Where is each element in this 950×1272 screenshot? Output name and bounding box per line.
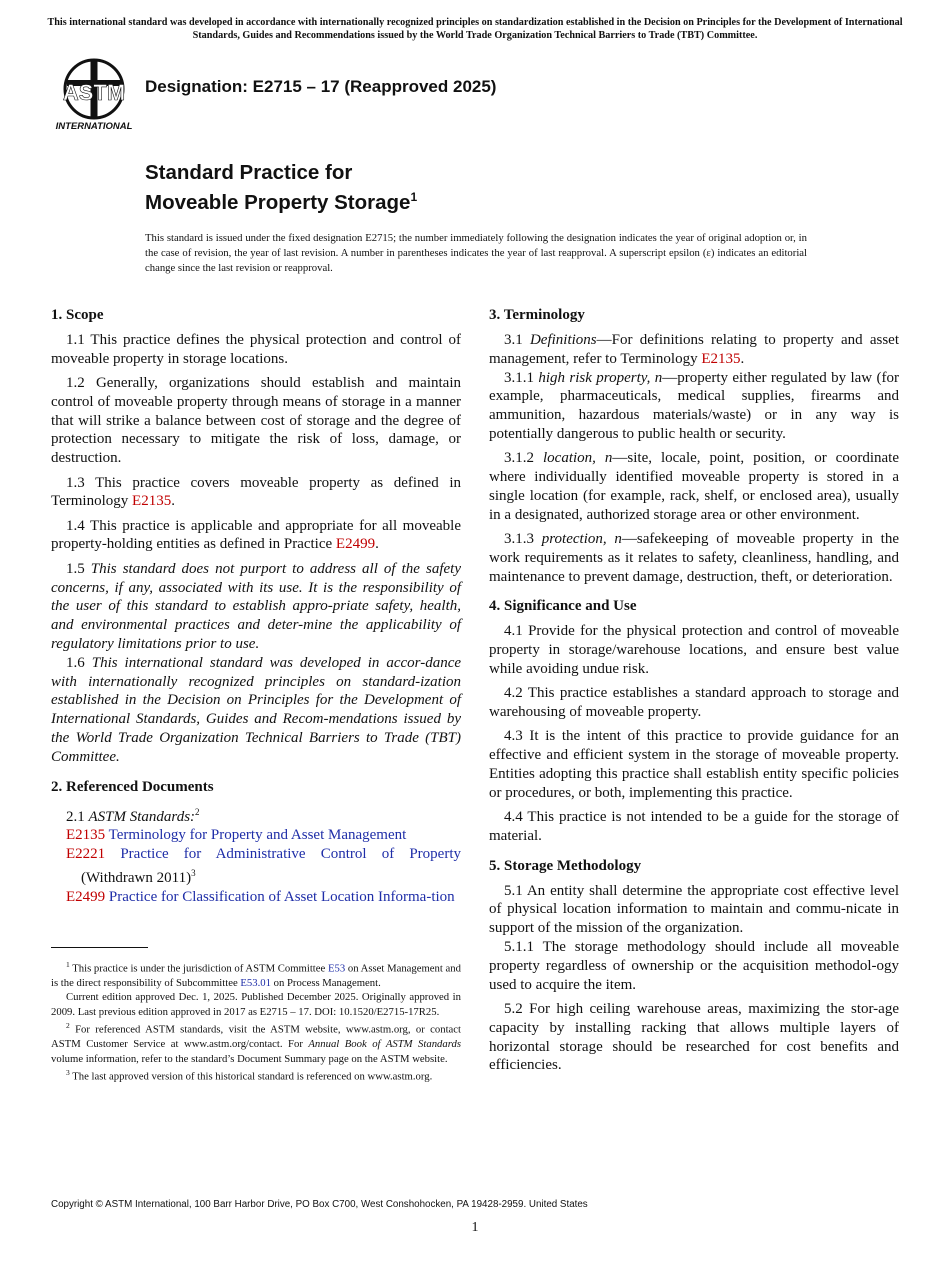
section-heading-significance: 4. Significance and Use [489,598,637,615]
svg-text:INTERNATIONAL: INTERNATIONAL [55,121,133,132]
title-line-1: Standard Practice for [145,161,353,184]
paragraph-4-4: 4.4 This practice is not intended to be a guide for the storage of material. [489,809,899,844]
link-e53[interactable]: E53 [327,962,346,975]
paragraph-5-1: 5.1 An entity shall determine the appropriate cost effective level of physical location information to maintain and commu-nicate in support of the mission of the organization. [489,882,899,937]
footnotes [51,958,461,1084]
reference-item[interactable]: E2221 Practice for Administrative Control of Property (Withdrawn 2011)$^3$ [66,846,461,886]
left-column [51,305,461,907]
paragraph-3-1-1: 3.1.1 high risk property, n—property either regulated by law (for example, pharmaceuticals, medical supplies, firearms and ammunition, hazardous materials/waste) or in any way is potentially dangerous to public health or security. [489,369,899,442]
link-e2499[interactable]: E2499 [335,536,376,553]
reference-item[interactable]: E2499 Practice for Classification of Asset Location Informa-tion [66,888,455,905]
reference-item[interactable]: E2135 Terminology for Property and Asset Management [66,827,407,844]
paragraph-1-6: 1.6 This international standard was developed in accor-dance with internationally recognized principles on standard-ization established in the Decision on Principles for the Development of International Standards, Guides and Recom-mendations issued by the World Trade Organization Technical Barriers to Trade (TBT) Committee. [51,654,462,765]
paragraph-4-2: 4.2 This practice establishes a standard approach to storage and warehousing of moveable property. [489,685,899,721]
paragraph-5-2: 5.2 For high ceiling warehouse areas, maximizing the stor-age capacity by installing racking that allows multiple layers of horizontal storage should be researched for cost benefits and efficiencies. [489,1000,899,1074]
paragraph-2-1: 2.1 ASTM Standards:$^2$ [66,806,200,825]
paragraph-1-1: 1.1 This practice defines the physical protection and control of moveable property in storage locations. [51,332,461,367]
top-notice: This international standard was developed in accordance with internationally recognized principles on standardization established in the Decision on Principles for the Development of International Standards, Guides and Recommendations issued by the World Trade Organization Technical Barriers to Trade (TBT) Committee. [47,17,903,41]
page-number: 1 [471,1220,479,1235]
paragraph-1-4: 1.4 This practice is applicable and appropriate for all moveable property-holding entities as defined in Practice E2499. [51,517,461,553]
document-title [145,160,417,215]
section-heading-storage-methodology: 5. Storage Methodology [489,857,642,874]
paragraph-1-5: 1.5 This standard does not purport to address all of the safety concerns, if any, associated with its use. It is the responsibility of the user of this standard to establish appro-priate safety, health, and environmental practices and deter-mine the applicability of regulatory limitations prior to use. [51,560,461,652]
astm-logo [53,56,135,132]
paragraph-4-1: 4.1 Provide for the physical protection and control of moveable property in storage/warehouse locations, and ensure best value while avoiding undue risk. [489,623,899,677]
paragraph-5-1-1: 5.1.1 The storage methodology should include all moveable property regardless of ownership or the acquisition methodol-ogy used to acquire the item. [489,939,899,993]
section-heading-referenced-documents: 2. Referenced Documents [51,778,214,795]
footnote-divider [51,947,148,948]
svg-text:ASTM: ASTM [62,80,126,105]
paragraph-1-2: 1.2 Generally, organizations should establish and maintain control of moveable property through means of storage in a manner that will strike a balance between cost of storage and the degree of protection necessary to mitigate the risk of loss, damage, or destruction. [51,375,461,467]
paragraph-3-1-3: 3.1.3 protection, n—safekeeping of moveable property in the work requirements as it relates to safety, cleanliness, handling, and maintenance to prevent damage, destruction, theft, or deterioration. [489,530,899,585]
copyright: Copyright © ASTM International, 100 Barr Harbor Drive, PO Box C700, West Conshohocken, PA 19428-2959. United States [51,1199,588,1210]
title-line-2: Moveable Property Storage [145,190,411,214]
title-footnote-mark: 1 [410,190,418,204]
issue-note: This standard is issued under the fixed designation E2715; the number immediately following the designation indicates the year of original adoption or, in the case of revision, the year of last revision. A number in parentheses indicates the year of last reapproval. A superscript epsilon (ε) indicates an editorial change since the last revision or reapproval. [145,232,807,274]
footnote-1: $^1$ This practice is under the jurisdiction of ASTM Committee E53 on Asset Management and is the direct responsibility of Subcommittee E53.01 on Process Management. [51,960,461,989]
link-e2135[interactable]: E2135 [701,350,741,367]
footnote-1-edition: Current edition approved Dec. 1, 2025. Published December 2025. Originally approved in 2009. Last previous edition approved in 2017 as E2715 – 17. DOI: 10.1520/E2715-17R25. [51,991,461,1018]
section-heading-terminology: 3. Terminology [489,307,585,323]
footnote-2: $^2$ For referenced ASTM standards, visit the ASTM website, www.astm.org, or contact ASTM Customer Service at www.astm.org/contact. For Annual Book of ASTM Standards volume information, refer to the standard’s Document Summary page on the ASTM website. [51,1021,462,1065]
designation: Designation: E2715 – 17 (Reapproved 2025) [145,77,497,96]
paragraph-3-1: 3.1 Definitions—For definitions relating to property and asset management, refer to Terminology E2135. [489,332,900,367]
section-heading-scope: 1. Scope [51,307,104,323]
footnote-3: $^3$ The last approved version of this historical standard is referenced on www.astm.org. [66,1067,433,1083]
paragraph-4-3: 4.3 It is the intent of this practice to provide guidance for an effective and efficient system in the storage of moveable property. Entities adopting this practice shall establish entity specific policies or procedures, or both, implementing this practice. [489,728,899,801]
right-column [489,305,899,1081]
paragraph-3-1-2: 3.1.2 location, n—site, locale, point, position, or coordinate where individually identified moveable property is stored in a single location (for example, rack, shelf, or enclosed area), usually in a designated, authorized storage area or other environment. [489,450,899,523]
paragraph-1-3: 1.3 This practice covers moveable property as defined in Terminology E2135. [51,474,461,510]
link-e2135[interactable]: E2135 [132,493,172,510]
link-e53-01[interactable]: E53.01 [240,976,271,989]
